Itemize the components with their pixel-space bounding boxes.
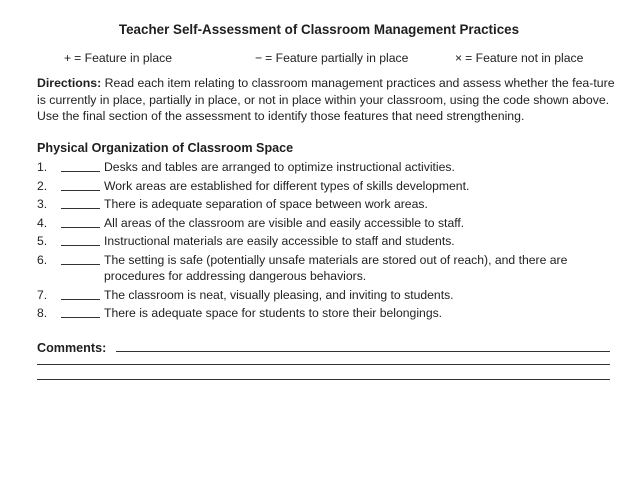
directions-label: Directions: — [37, 76, 102, 90]
section-title: Physical Organization of Classroom Space — [37, 141, 294, 155]
checklist-item — [37, 233, 617, 250]
comments-line[interactable] — [116, 351, 610, 352]
comments-line[interactable] — [37, 364, 610, 365]
item-text: Instructional materials are easily accessible to staff and students. — [104, 234, 455, 248]
times-symbol: × — [455, 51, 463, 65]
page-title: Teacher Self-Assessment of Classroom Management Practices — [118, 22, 520, 37]
legend-label: = Feature partially in place — [265, 51, 409, 65]
plus-symbol: + — [64, 51, 72, 65]
rating-blank[interactable] — [61, 208, 100, 209]
legend-not-in-place — [455, 51, 583, 65]
item-number: 8. — [37, 306, 48, 320]
checklist-item — [37, 159, 617, 176]
rating-blank[interactable] — [61, 299, 100, 300]
legend-partially-in-place — [255, 51, 408, 65]
item-text: Desks and tables are arranged to optimize instructional activities. — [104, 160, 455, 174]
item-text: The classroom is neat, visually pleasing, and inviting to students. — [104, 287, 454, 302]
directions-text: Read each item relating to classroom management practices and assess whether the fea-ture is currently in place, partially in place, or not in place within your classroom, using the code shown above. Use the final section of the assessment to identify those features that need strengthening. — [37, 76, 615, 123]
legend-label: = Feature in place — [74, 51, 173, 65]
item-number: 3. — [37, 197, 48, 211]
comments-line[interactable] — [37, 379, 610, 380]
checklist-item — [37, 252, 617, 285]
comments-section — [37, 339, 610, 357]
checklist-item — [37, 287, 617, 304]
rating-blank[interactable] — [61, 264, 100, 265]
item-number: 5. — [37, 234, 48, 248]
item-text: There is adequate space for students to store their belongings. — [104, 306, 443, 320]
minus-symbol: − — [255, 51, 263, 65]
checklist-item — [37, 305, 617, 322]
checklist-item — [37, 215, 617, 232]
item-number: 7. — [37, 287, 48, 302]
item-number: 4. — [37, 215, 48, 230]
item-text: There is adequate separation of space between work areas. — [104, 197, 428, 211]
legend-label: = Feature not in place — [465, 51, 584, 65]
item-text: Work areas are established for different types of skills development. — [104, 178, 470, 193]
item-number: 1. — [37, 160, 48, 174]
directions-paragraph — [37, 75, 617, 125]
comments-label: Comments: — [37, 341, 107, 355]
item-number: 6. — [37, 252, 48, 267]
item-text: The setting is safe (potentially unsafe materials are stored out of reach), and there are procedures for addressing dangerous behaviors. — [104, 252, 568, 283]
rating-blank[interactable] — [61, 245, 100, 246]
rating-blank[interactable] — [61, 190, 100, 191]
rating-blank[interactable] — [61, 317, 100, 318]
item-number: 2. — [37, 178, 48, 193]
rating-blank[interactable] — [61, 227, 100, 228]
legend-in-place — [64, 51, 172, 65]
item-text: All areas of the classroom are visible and easily accessible to staff. — [104, 215, 465, 230]
rating-blank[interactable] — [61, 171, 100, 172]
checklist-item — [37, 196, 617, 213]
checklist — [37, 159, 617, 324]
checklist-item — [37, 178, 617, 195]
